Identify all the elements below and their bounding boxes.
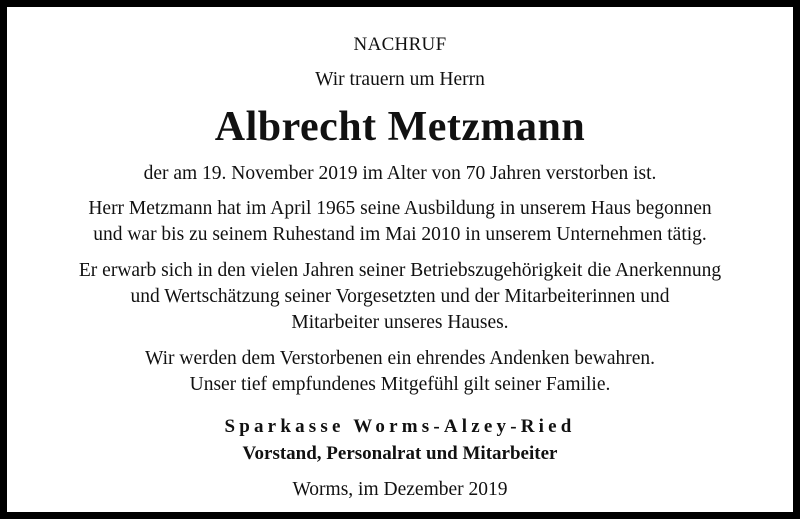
paragraph3-line2: Unser tief empfundenes Mitgefühl gilt seiner Familie. [189,374,611,395]
notice-heading: NACHRUF [353,34,447,55]
paragraph1-line2: und war bis zu seinem Ruhestand im Mai 2010 in unserem Unternehmen tätig. [93,224,707,245]
intro-line: Wir trauern um Herrn [315,69,485,90]
organization-name: Sparkasse Worms-Alzey-Ried [224,416,576,437]
paragraph3-line1: Wir werden dem Verstorbenen ein ehrendes Andenken bewahren. [145,348,655,369]
paragraph2-line3: Mitarbeiter unseres Hauses. [291,312,509,333]
death-date-line: der am 19. November 2019 im Alter von 70 Jahren verstorben ist. [143,163,657,184]
deceased-name: Albrecht Metzmann [214,104,586,150]
place-date: Worms, im Dezember 2019 [292,479,508,500]
paragraph2-line1: Er erwarb sich in den vielen Jahren seiner Betriebszugehörigkeit die Anerkennung [78,260,722,281]
paragraph2-line2: und Wertschätzung seiner Vorgesetzten und der Mitarbeiterinnen und [130,286,670,307]
signatories: Vorstand, Personalrat und Mitarbeiter [242,443,558,464]
paragraph1-line1: Herr Metzmann hat im April 1965 seine Ausbildung in unserem Haus begonnen [88,198,712,219]
